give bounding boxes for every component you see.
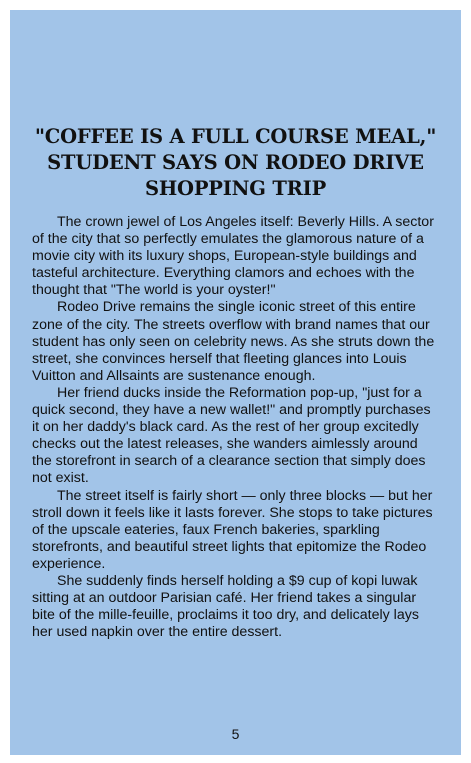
article-paragraph: The crown jewel of Los Angeles itself: Beverly Hills. A sector of the city that so perfectly emulates the glamorous nature of a movie city with its luxury shops, European-style buildings and tasteful architecture. Everything clamors and echoes with the thought that "The world is your oyster!" [32, 214, 434, 299]
article-body [32, 214, 441, 641]
article-paragraph: Rodeo Drive remains the single iconic street of this entire zone of the city. The streets overflow with brand names that our student has only seen on celebrity news. As she struts down the street, she convinces herself that fleeting glances into Louis Vuitton and Allsaints are sustenance enough. [32, 299, 435, 384]
article-paragraph: Her friend ducks inside the Reformation pop-up, "just for a quick second, they have a new wallet!" and promptly purchases it on her daddy's black card. As the rest of her group excitedly checks out the latest releases, she wanders aimlessly around the storefront in search of a clearance section that simply does not exist. [32, 384, 431, 487]
article-paragraph: She suddenly finds herself holding a $9 cup of kopi luwak sitting at an outdoor Parisian café. Her friend takes a singular bite of the mille-feuille, proclaims it too dry, and delicately lays her used napkin over the entire dessert. [32, 572, 419, 641]
article-headline: "COFFEE IS A FULL COURSE MEAL," STUDENT SAYS ON RODEO DRIVE SHOPPING TRIP [34, 125, 437, 200]
page-number: 5 [231, 726, 240, 742]
article-paragraph: The street itself is fairly short — only three blocks — but her stroll down it feels like it lasts forever. She stops to take pictures of the upscale eateries, faux French bakeries, sparkling storefronts, and beautiful street lights that epitomize the Rodeo experience. [32, 487, 433, 572]
document-page [10, 10, 461, 755]
